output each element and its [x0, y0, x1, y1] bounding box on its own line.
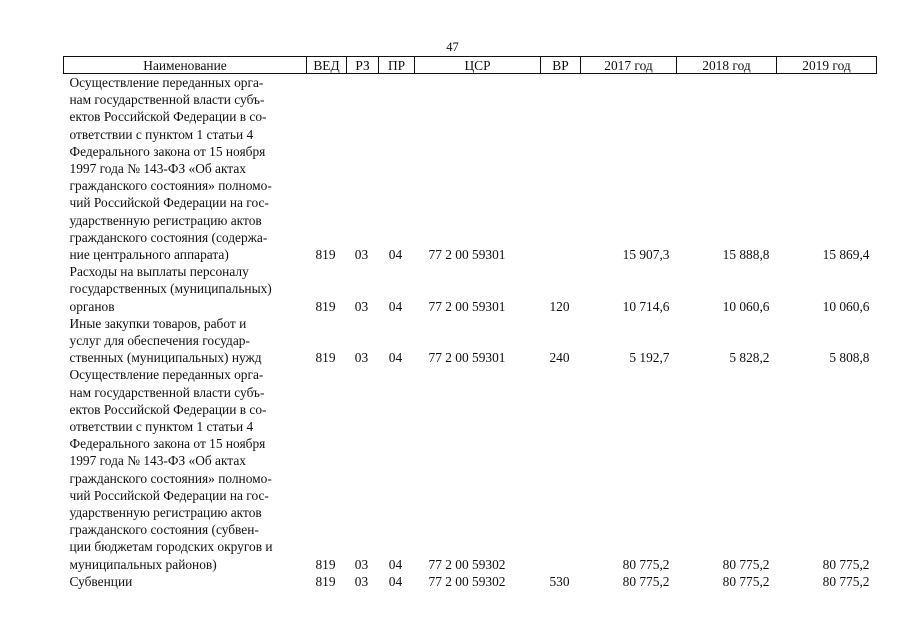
row-2018: 80 775,2 — [722, 573, 770, 589]
row-name — [64, 573, 307, 590]
row-csr: 77 2 00 59302 — [428, 573, 506, 589]
row-ved: 819 — [315, 556, 336, 572]
row-csr: 77 2 00 59301 — [428, 247, 506, 263]
row-2018: 10 060,6 — [722, 298, 770, 314]
row-vr — [541, 366, 581, 572]
row-name-line: органов — [69, 298, 115, 314]
row-name-line: ции бюджетам городских округов и — [69, 539, 273, 555]
row-vr: 530 — [549, 573, 570, 589]
row-2018: 80 775,2 — [722, 556, 770, 572]
row-2018: 15 888,8 — [722, 247, 770, 263]
table-header — [64, 57, 877, 74]
header-pr: ПР — [379, 57, 415, 74]
table-body — [64, 74, 877, 591]
row-pr: 04 — [388, 350, 403, 366]
row-rz: 03 — [354, 573, 369, 589]
row-name-line: Федерального закона от 15 ноября — [69, 436, 266, 452]
row-name-line: ственных (муниципальных) нужд — [69, 350, 262, 366]
table-row — [64, 315, 877, 367]
header-name: Наименование — [64, 57, 307, 74]
row-name-line: государственных (муниципальных) — [69, 281, 272, 297]
header-2017: 2017 год — [581, 57, 677, 74]
row-name-line: чий Российской Федерации на гос- — [69, 487, 269, 503]
row-name-line: Федерального закона от 15 ноября — [69, 143, 266, 159]
row-name-line: 1997 года № 143-ФЗ «Об актах — [69, 161, 246, 177]
row-2019: 15 869,4 — [822, 247, 870, 263]
row-2017: 5 192,7 — [629, 350, 670, 366]
table-row — [64, 74, 877, 264]
row-2019: 80 775,2 — [822, 556, 870, 572]
row-pr: 04 — [388, 556, 403, 572]
row-2018: 5 828,2 — [729, 350, 770, 366]
row-2019: 80 775,2 — [822, 573, 870, 589]
row-name — [64, 366, 307, 572]
row-ved: 819 — [315, 350, 336, 366]
row-name-line: ектов Российской Федерации в со- — [69, 401, 267, 417]
row-name-line: гражданского состояния» полномо- — [69, 470, 272, 486]
row-name-line: чий Российской Федерации на гос- — [69, 195, 269, 211]
row-ved: 819 — [315, 247, 336, 263]
budget-table — [63, 56, 877, 590]
row-name-line: 1997 года № 143-ФЗ «Об актах — [69, 453, 246, 469]
row-name-line: гражданского состояния (субвен- — [69, 522, 259, 538]
header-2018: 2018 год — [677, 57, 777, 74]
page-number: 47 — [446, 40, 459, 54]
row-ved: 819 — [315, 573, 336, 589]
row-vr — [541, 74, 581, 264]
row-name-line: Иные закупки товаров, работ и — [69, 315, 247, 331]
header-vr: ВР — [541, 57, 581, 74]
row-pr: 04 — [388, 573, 403, 589]
row-name — [64, 263, 307, 315]
row-2019: 5 808,8 — [829, 350, 870, 366]
row-csr: 77 2 00 59301 — [428, 350, 506, 366]
row-name-line: Осуществление переданных орга- — [69, 75, 264, 90]
row-2019: 10 060,6 — [822, 298, 870, 314]
row-name-line: ние центрального аппарата) — [69, 247, 229, 263]
table-row — [64, 263, 877, 315]
row-name-line: муниципальных районов) — [69, 556, 217, 572]
header-csr: ЦСР — [415, 57, 541, 74]
row-name-line: Субвенции — [69, 573, 133, 589]
header-rz: РЗ — [347, 57, 379, 74]
row-2017: 80 775,2 — [622, 573, 670, 589]
row-name-line: нам государственной власти субъ- — [69, 384, 265, 400]
row-rz: 03 — [354, 350, 369, 366]
row-name-line: ответствии с пунктом 1 статьи 4 — [69, 419, 254, 435]
table-row — [64, 366, 877, 572]
row-vr: 240 — [549, 350, 570, 366]
row-pr: 04 — [388, 247, 403, 263]
row-name-line: ударственную регистрацию актов — [69, 505, 262, 521]
row-name-line: гражданского состояния» полномо- — [69, 178, 272, 194]
row-pr: 04 — [388, 298, 403, 314]
row-rz: 03 — [354, 247, 369, 263]
row-2017: 15 907,3 — [622, 247, 670, 263]
row-csr: 77 2 00 59301 — [428, 298, 506, 314]
row-name — [64, 315, 307, 367]
row-name-line: услуг для обеспечения государ- — [69, 333, 250, 349]
row-name-line: Осуществление переданных орга- — [69, 367, 264, 383]
row-vr: 120 — [549, 298, 570, 314]
row-2017: 10 714,6 — [622, 298, 670, 314]
row-csr: 77 2 00 59302 — [428, 556, 506, 572]
row-name-line: гражданского состояния (содержа- — [69, 229, 268, 245]
row-name-line: Расходы на выплаты персоналу — [69, 264, 249, 280]
header-2019: 2019 год — [777, 57, 877, 74]
row-name-line: ектов Российской Федерации в со- — [69, 109, 267, 125]
row-name — [64, 74, 307, 264]
header-ved: ВЕД — [307, 57, 347, 74]
table-row — [64, 573, 877, 590]
row-ved: 819 — [315, 298, 336, 314]
row-name-line: ответствии с пунктом 1 статьи 4 — [69, 126, 254, 142]
row-rz: 03 — [354, 298, 369, 314]
row-rz: 03 — [354, 556, 369, 572]
row-name-line: нам государственной власти субъ- — [69, 92, 265, 108]
row-name-line: ударственную регистрацию актов — [69, 212, 262, 228]
row-2017: 80 775,2 — [622, 556, 670, 572]
